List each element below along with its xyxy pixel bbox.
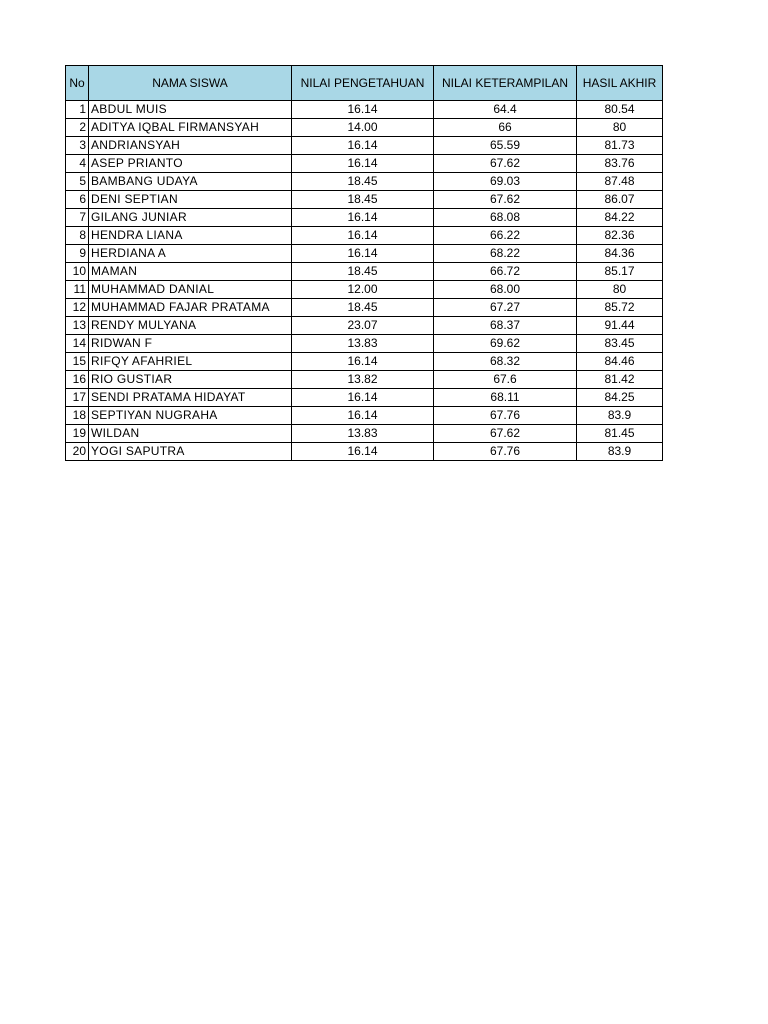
header-no: No	[66, 66, 89, 101]
header-hasil-akhir: HASIL AKHIR	[577, 66, 663, 101]
row-number-cell: 9	[66, 245, 89, 263]
nilai-keterampilan-cell: 68.32	[434, 353, 577, 371]
nilai-pengetahuan-cell: 16.14	[292, 209, 434, 227]
student-name-cell: BAMBANG UDAYA	[89, 173, 292, 191]
table-row	[66, 191, 663, 209]
table-row	[66, 443, 663, 461]
student-name-cell: SENDI PRATAMA HIDAYAT	[89, 389, 292, 407]
nilai-pengetahuan-cell: 18.45	[292, 263, 434, 281]
row-number-cell: 7	[66, 209, 89, 227]
table-row	[66, 371, 663, 389]
hasil-akhir-cell: 83.76	[577, 155, 663, 173]
hasil-akhir-cell: 81.73	[577, 137, 663, 155]
student-name-cell: SEPTIYAN NUGRAHA	[89, 407, 292, 425]
nilai-keterampilan-cell: 66.22	[434, 227, 577, 245]
student-name-cell: RENDY MULYANA	[89, 317, 292, 335]
row-number-cell: 16	[66, 371, 89, 389]
hasil-akhir-cell: 80	[577, 281, 663, 299]
table-row	[66, 425, 663, 443]
hasil-akhir-cell: 82.36	[577, 227, 663, 245]
row-number-cell: 18	[66, 407, 89, 425]
student-name-cell: YOGI SAPUTRA	[89, 443, 292, 461]
hasil-akhir-cell: 80	[577, 119, 663, 137]
student-name-cell: WILDAN	[89, 425, 292, 443]
header-row	[66, 66, 663, 101]
nilai-keterampilan-cell: 69.62	[434, 335, 577, 353]
hasil-akhir-cell: 83.45	[577, 335, 663, 353]
row-number-cell: 4	[66, 155, 89, 173]
table-header	[66, 66, 663, 101]
table-row	[66, 281, 663, 299]
nilai-pengetahuan-cell: 18.45	[292, 299, 434, 317]
table-row	[66, 263, 663, 281]
hasil-akhir-cell: 83.9	[577, 443, 663, 461]
hasil-akhir-cell: 80.54	[577, 101, 663, 119]
table-row	[66, 101, 663, 119]
hasil-akhir-cell: 85.17	[577, 263, 663, 281]
student-name-cell: MAMAN	[89, 263, 292, 281]
table-row	[66, 407, 663, 425]
hasil-akhir-cell: 91.44	[577, 317, 663, 335]
nilai-keterampilan-cell: 67.62	[434, 191, 577, 209]
header-nama-siswa: NAMA SISWA	[89, 66, 292, 101]
student-name-cell: ANDRIANSYAH	[89, 137, 292, 155]
nilai-keterampilan-cell: 67.62	[434, 155, 577, 173]
nilai-pengetahuan-cell: 13.83	[292, 335, 434, 353]
nilai-keterampilan-cell: 67.76	[434, 407, 577, 425]
nilai-keterampilan-cell: 64.4	[434, 101, 577, 119]
table-row	[66, 209, 663, 227]
row-number-cell: 15	[66, 353, 89, 371]
row-number-cell: 6	[66, 191, 89, 209]
hasil-akhir-cell: 81.45	[577, 425, 663, 443]
row-number-cell: 19	[66, 425, 89, 443]
nilai-pengetahuan-cell: 16.14	[292, 407, 434, 425]
nilai-pengetahuan-cell: 16.14	[292, 389, 434, 407]
table-row	[66, 137, 663, 155]
nilai-pengetahuan-cell: 18.45	[292, 191, 434, 209]
nilai-pengetahuan-cell: 12.00	[292, 281, 434, 299]
row-number-cell: 5	[66, 173, 89, 191]
student-name-cell: MUHAMMAD FAJAR PRATAMA	[89, 299, 292, 317]
hasil-akhir-cell: 84.25	[577, 389, 663, 407]
student-name-cell: ABDUL MUIS	[89, 101, 292, 119]
nilai-keterampilan-cell: 67.6	[434, 371, 577, 389]
table-row	[66, 245, 663, 263]
student-name-cell: RIDWAN F	[89, 335, 292, 353]
nilai-keterampilan-cell: 68.11	[434, 389, 577, 407]
nilai-keterampilan-cell: 67.27	[434, 299, 577, 317]
student-name-cell: HERDIANA A	[89, 245, 292, 263]
student-name-cell: ASEP PRIANTO	[89, 155, 292, 173]
row-number-cell: 14	[66, 335, 89, 353]
student-name-cell: MUHAMMAD DANIAL	[89, 281, 292, 299]
nilai-pengetahuan-cell: 16.14	[292, 227, 434, 245]
grades-table	[65, 65, 663, 461]
nilai-pengetahuan-cell: 16.14	[292, 137, 434, 155]
student-name-cell: RIO GUSTIAR	[89, 371, 292, 389]
student-name-cell: GILANG JUNIAR	[89, 209, 292, 227]
student-name-cell: HENDRA LIANA	[89, 227, 292, 245]
nilai-keterampilan-cell: 66.72	[434, 263, 577, 281]
nilai-keterampilan-cell: 69.03	[434, 173, 577, 191]
header-nilai-pengetahuan: NILAI PENGETAHUAN	[292, 66, 434, 101]
nilai-keterampilan-cell: 65.59	[434, 137, 577, 155]
hasil-akhir-cell: 83.9	[577, 407, 663, 425]
table-row	[66, 389, 663, 407]
table-row	[66, 317, 663, 335]
header-nilai-keterampilan: NILAI KETERAMPILAN	[434, 66, 577, 101]
nilai-pengetahuan-cell: 13.82	[292, 371, 434, 389]
nilai-pengetahuan-cell: 16.14	[292, 353, 434, 371]
hasil-akhir-cell: 81.42	[577, 371, 663, 389]
nilai-pengetahuan-cell: 16.14	[292, 155, 434, 173]
table-row	[66, 299, 663, 317]
nilai-pengetahuan-cell: 16.14	[292, 443, 434, 461]
table-row	[66, 227, 663, 245]
row-number-cell: 11	[66, 281, 89, 299]
student-name-cell: ADITYA IQBAL FIRMANSYAH	[89, 119, 292, 137]
nilai-keterampilan-cell: 68.00	[434, 281, 577, 299]
row-number-cell: 3	[66, 137, 89, 155]
nilai-keterampilan-cell: 66	[434, 119, 577, 137]
hasil-akhir-cell: 84.22	[577, 209, 663, 227]
nilai-keterampilan-cell: 67.76	[434, 443, 577, 461]
table-body	[66, 101, 663, 461]
nilai-keterampilan-cell: 67.62	[434, 425, 577, 443]
nilai-pengetahuan-cell: 16.14	[292, 245, 434, 263]
nilai-keterampilan-cell: 68.37	[434, 317, 577, 335]
student-name-cell: DENI SEPTIAN	[89, 191, 292, 209]
row-number-cell: 1	[66, 101, 89, 119]
nilai-keterampilan-cell: 68.08	[434, 209, 577, 227]
table-row	[66, 173, 663, 191]
table-row	[66, 155, 663, 173]
nilai-pengetahuan-cell: 23.07	[292, 317, 434, 335]
row-number-cell: 12	[66, 299, 89, 317]
nilai-pengetahuan-cell: 13.83	[292, 425, 434, 443]
hasil-akhir-cell: 84.46	[577, 353, 663, 371]
nilai-keterampilan-cell: 68.22	[434, 245, 577, 263]
hasil-akhir-cell: 86.07	[577, 191, 663, 209]
hasil-akhir-cell: 85.72	[577, 299, 663, 317]
row-number-cell: 13	[66, 317, 89, 335]
nilai-pengetahuan-cell: 18.45	[292, 173, 434, 191]
row-number-cell: 17	[66, 389, 89, 407]
table-row	[66, 353, 663, 371]
student-name-cell: RIFQY AFAHRIEL	[89, 353, 292, 371]
nilai-pengetahuan-cell: 16.14	[292, 101, 434, 119]
table-row	[66, 119, 663, 137]
hasil-akhir-cell: 84.36	[577, 245, 663, 263]
table-row	[66, 335, 663, 353]
row-number-cell: 20	[66, 443, 89, 461]
row-number-cell: 2	[66, 119, 89, 137]
nilai-pengetahuan-cell: 14.00	[292, 119, 434, 137]
row-number-cell: 8	[66, 227, 89, 245]
hasil-akhir-cell: 87.48	[577, 173, 663, 191]
row-number-cell: 10	[66, 263, 89, 281]
